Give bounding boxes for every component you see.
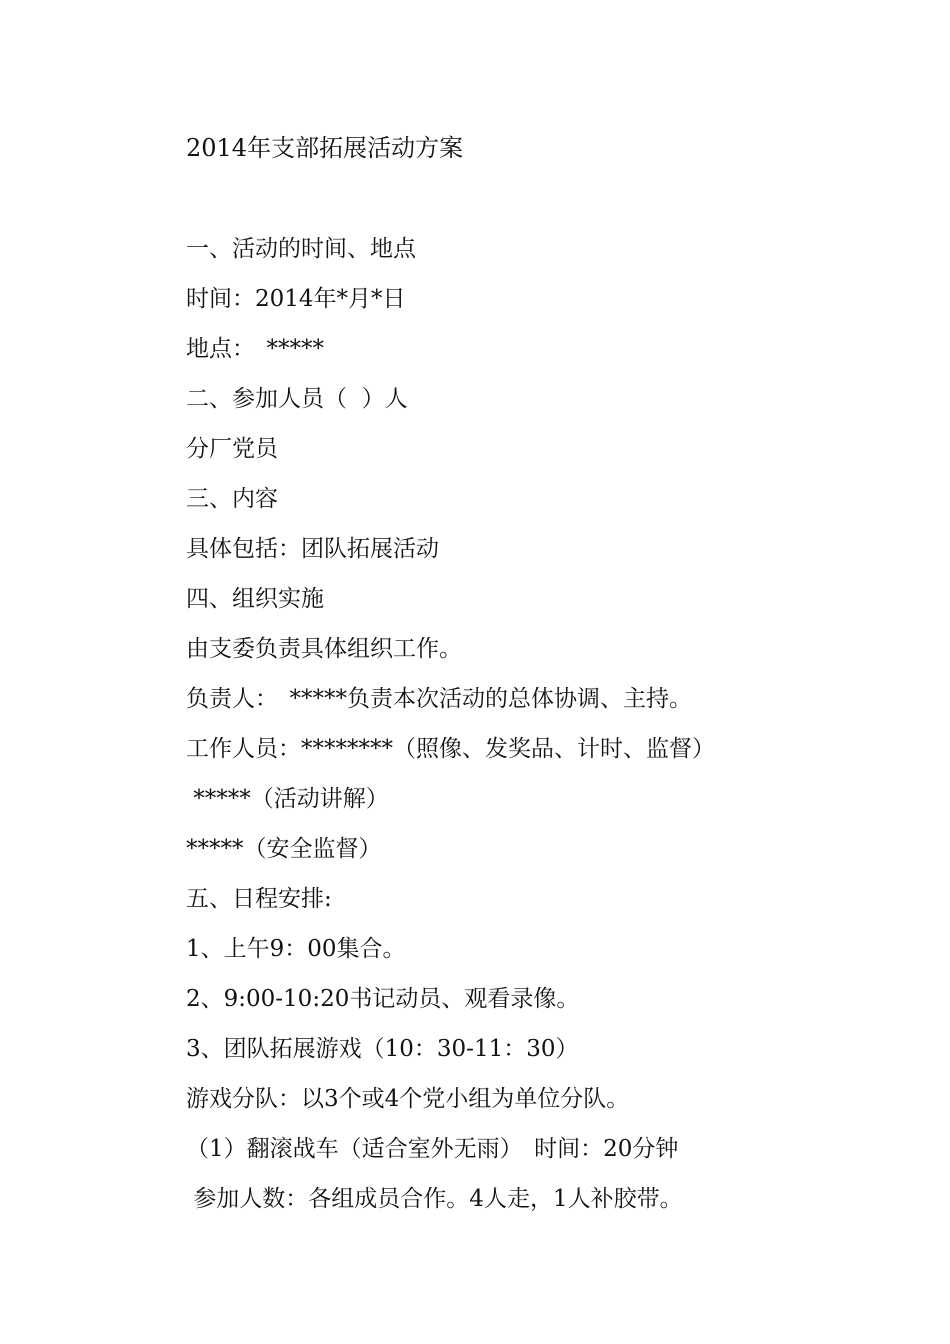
time-line: 时间：2014年*月*日	[186, 286, 406, 312]
section-heading-content: 三、内容	[186, 486, 278, 512]
document-body	[186, 230, 886, 1230]
staff-line: 工作人员：********（照像、发奖品、计时、监督）	[186, 736, 715, 762]
participants-line: 分厂党员	[186, 436, 278, 462]
schedule-item-3: 3、团队拓展游戏（10：30-11：30）	[186, 1036, 579, 1062]
staff-explanation-line: *****（活动讲解）	[186, 786, 389, 812]
team-division-line: 游戏分队：以3个或4个党小组为单位分队。	[186, 1086, 630, 1112]
content-line: 具体包括：团队拓展活动	[186, 536, 439, 562]
section-heading-time-place: 一、活动的时间、地点	[186, 236, 416, 262]
section-heading-schedule: 五、日程安排:	[186, 886, 332, 912]
staff-safety-line: *****（安全监督）	[186, 836, 382, 862]
section-heading-participants: 二、参加人员（ ）人	[186, 386, 408, 412]
organization-line: 由支委负责具体组织工作。	[186, 636, 462, 662]
place-line: 地点： *****	[186, 336, 324, 362]
document-title: 2014年支部拓展活动方案	[186, 134, 464, 162]
game-item-1: （1）翻滚战车（适合室外无雨） 时间：20分钟	[186, 1136, 679, 1162]
schedule-item-1: 1、上午9：00集合。	[186, 936, 406, 962]
person-in-charge-line: 负责人： *****负责本次活动的总体协调、主持。	[186, 686, 692, 712]
schedule-item-2: 2、9:00-10:20书记动员、观看录像。	[186, 986, 580, 1012]
game-participants-line: 参加人数：各组成员合作。4人走，1人补胶带。	[186, 1186, 683, 1212]
section-heading-organization: 四、组织实施	[186, 586, 324, 612]
